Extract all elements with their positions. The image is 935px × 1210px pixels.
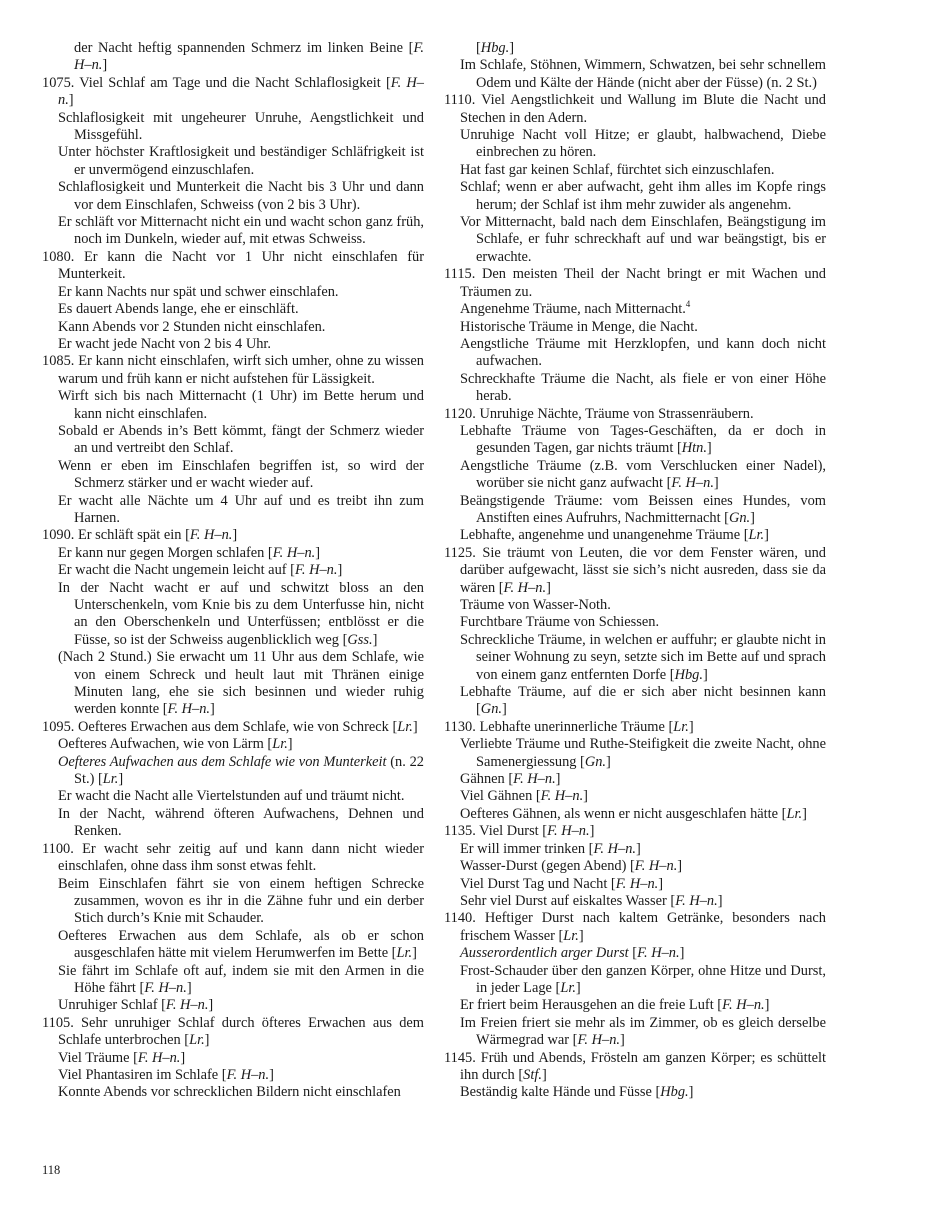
symptom-entry: Viel Durst Tag und Nacht [F. H–n.] [460, 875, 664, 892]
numbered-entry: 1090. Er schläft spät ein [F. H–n.] [42, 527, 238, 544]
symptom-entry: Im Freien friert sie mehr als im Zimmer, ob es gleich derselbe Wärmegrad war [F. H–n.] [460, 1014, 826, 1049]
symptom-entry: Gähnen [F. H–n.] [460, 771, 561, 788]
symptom-entry: Beim Einschlafen fährt sie von einem heftigen Schrecke zusammen, wovon es ihr in die Zähne fuhr und ein derber Stich durch’s Knie mit Schauder. [58, 875, 424, 927]
numbered-entry: 1140. Heftiger Durst nach kaltem Getränke, besonders nach frischem Wasser [Lr.] [444, 910, 826, 944]
symptom-entry: Lebhafte, angenehme und unangenehme Träume [Lr.] [460, 527, 769, 544]
symptom-entry: Es dauert Abends lange, ehe er einschläft. [58, 301, 299, 318]
numbered-entry: 1130. Lebhafte unerinnerliche Träume [Lr.] [444, 718, 694, 735]
symptom-entry: Schreckliche Träume, in welchen er auffuhr; er glaubte nicht in seiner Wohnung zu seyn, setzte sich im Bette auf und sprach von einem ganz entfernten Dorfe [Hbg.] [460, 631, 826, 683]
symptom-entry: Schlaf; wenn er aber aufwacht, geht ihm alles im Kopfe rings herum; der Schlaf ist ihm mehr zuwider als angenehm. [460, 179, 826, 213]
symptom-entry: [Hbg.] [476, 40, 514, 56]
numbered-entry: 1120. Unruhige Nächte, Träume von Strassenräubern. [444, 405, 754, 422]
numbered-entry: 1110. Viel Aengstlichkeit und Wallung im Blute die Nacht und Stechen in den Adern. [444, 92, 826, 126]
symptom-entry: Oefteres Gähnen, als wenn er nicht ausgeschlafen hätte [Lr.] [460, 805, 807, 822]
numbered-entry: 1085. Er kann nicht einschlafen, wirft sich umher, ohne zu wissen warum und früh kann er nicht aufstehen für Lässigkeit. [42, 353, 424, 387]
symptom-entry: Konnte Abends vor schrecklichen Bildern nicht einschlafen [58, 1084, 401, 1101]
symptom-entry: Er wacht die Nacht ungemein leicht auf [F. H–n.] [58, 562, 343, 579]
symptom-entry: Furchtbare Träume von Schiessen. [460, 614, 660, 631]
symptom-entry: Vor Mitternacht, bald nach dem Einschlafen, Beängstigung im Schlafe, er fuhr schreckhaft auf und war beängstigt, bis er erwachte. [460, 214, 826, 265]
right-column [444, 40, 826, 1102]
symptom-entry: Er will immer trinken [F. H–n.] [460, 840, 641, 857]
symptom-entry: Er friert beim Herausgehen an die freie Luft [F. H–n.] [460, 997, 770, 1014]
symptom-entry: In der Nacht wacht er auf und schwitzt bloss an den Unterschenkeln, vom Knie bis zu dem Unterfusse hin, nicht an den Oberschenkeln und Unterfüssen; entblösst er die Füsse, so ist der Schweiss augenblicklich weg [Gss.] [58, 579, 424, 648]
symptom-entry: Er wacht die Nacht alle Viertelstunden auf und träumt nicht. [58, 788, 405, 805]
symptom-entry: Kann Abends vor 2 Stunden nicht einschlafen. [58, 318, 326, 335]
numbered-entry: 1145. Früh und Abends, Frösteln am ganzen Körper; es schüttelt ihn durch [Stf.] [444, 1049, 826, 1083]
symptom-entry: Wenn er eben im Einschlafen begriffen ist, so wird der Schmerz stärker und er wacht wieder auf. [58, 457, 424, 492]
symptom-entry: Beängstigende Träume: vom Beissen eines Hundes, vom Anstiften eines Aufruhrs, Nachmitternacht [Gn.] [460, 492, 826, 526]
symptom-entry: Er kann Nachts nur spät und schwer einschlafen. [58, 283, 339, 300]
numbered-entry: 1115. Den meisten Theil der Nacht bringt er mit Wachen und Träumen zu. [444, 266, 826, 300]
symptom-entry: Lebhafte Träume von Tages-Geschäften, da er doch in gesunden Tagen, gar nichts träumt [Htn.] [460, 422, 826, 457]
symptom-entry: Viel Träume [F. H–n.] [58, 1049, 186, 1066]
numbered-entry: 1105. Sehr unruhiger Schlaf durch öfteres Erwachen aus dem Schlafe unterbrochen [Lr.] [42, 1014, 424, 1049]
symptom-entry: Verliebte Träume und Ruthe-Steifigkeit die zweite Nacht, ohne Samenergiessung [Gn.] [460, 736, 826, 770]
symptom-entry: Im Schlafe, Stöhnen, Wimmern, Schwatzen, bei sehr schnellem Odem und Kälte der Hände (nicht aber der Füsse) (n. 2 St.) [460, 57, 826, 91]
symptom-entry: Wasser-Durst (gegen Abend) [F. H–n.] [460, 858, 683, 875]
numbered-entry: 1075. Viel Schlaf am Tage und die Nacht Schlaflosigkeit [F. H–n.] [42, 74, 424, 109]
symptom-entry: Ausserordentlich arger Durst [F. H–n.] [460, 945, 685, 962]
symptom-entry: Er wacht alle Nächte um 4 Uhr auf und es treibt ihn zum Harnen. [58, 492, 424, 526]
numbered-entry: 1135. Viel Durst [F. H–n.] [444, 823, 595, 840]
symptom-entry: Schreckhafte Träume die Nacht, als fiele er von einer Höhe herab. [460, 370, 826, 405]
left-column [42, 40, 424, 1102]
symptom-entry: Frost-Schauder über den ganzen Körper, ohne Hitze und Durst, in jeder Lage [Lr.] [460, 962, 826, 996]
numbered-entry: 1100. Er wacht sehr zeitig auf und kann dann nicht wieder einschlafen, ohne dass ihm sonst etwas fehlt. [42, 840, 424, 875]
numbered-entry: 1095. Oefteres Erwachen aus dem Schlafe, wie von Schreck [Lr.] [42, 718, 418, 735]
symptom-entry: Er kann nur gegen Morgen schlafen [F. H–n.] [58, 544, 321, 561]
symptom-entry: Aengstliche Träume (z.B. vom Verschlucken einer Nadel), worüber sie nicht ganz aufwacht [F. H–n.] [460, 457, 826, 492]
numbered-entry: 1125. Sie träumt von Leuten, die vor dem Fenster wären, und darüber aufgewacht, lässt sie sich’s nicht ausreden, dass sie da wären [F. H–n.] [444, 544, 826, 596]
symptom-entry: Viel Phantasiren im Schlafe [F. H–n.] [58, 1066, 274, 1083]
symptom-entry: (Nach 2 Stund.) Sie erwacht um 11 Uhr aus dem Schlafe, wie von einem Schreck und heult laut mit Thränen einige Minuten lang, ehe sie sich besinnen und wieder ruhig werden konnte [F. H–n.] [58, 649, 424, 718]
symptom-entry: Wirft sich bis nach Mitternacht (1 Uhr) im Bette herum und kann nicht einschlafen. [58, 388, 424, 422]
page-number: 118 [42, 1163, 61, 1177]
symptom-entry: Träume von Wasser-Noth. [460, 597, 611, 613]
symptom-entry: Oefteres Aufwachen aus dem Schlafe wie von Munterkeit (n. 22 St.) [Lr.] [58, 753, 424, 788]
symptom-entry: Unruhiger Schlaf [F. H–n.] [58, 997, 214, 1014]
symptom-entry: Oefteres Aufwachen, wie von Lärm [Lr.] [58, 736, 293, 753]
symptom-entry: Oefteres Erwachen aus dem Schlafe, als ob er schon ausgeschlafen hätte mit vielem Herumwerfen im Bette [Lr.] [58, 927, 424, 962]
symptom-entry: Unruhige Nacht voll Hitze; er glaubt, halbwachend, Diebe einbrechen zu hören. [460, 127, 826, 161]
symptom-entry: In der Nacht, während öfteren Aufwachens, Dehnen und Renken. [58, 805, 424, 840]
symptom-entry: Schlaflosigkeit mit ungeheurer Unruhe, Aengstlichkeit und Missgefühl. [58, 109, 424, 144]
numbered-entry: 1080. Er kann die Nacht vor 1 Uhr nicht einschlafen für Munterkeit. [42, 248, 424, 283]
symptom-entry: Schlaflosigkeit und Munterkeit die Nacht bis 3 Uhr und dann vor dem Einschlafen, Schweiss (von 2 bis 3 Uhr). [58, 179, 424, 213]
symptom-entry: Sobald er Abends in’s Bett kömmt, fängt der Schmerz wieder an und vertreibt den Schlaf. [58, 422, 424, 457]
symptom-entry: Lebhafte Träume, auf die er sich aber nicht besinnen kann [Gn.] [460, 684, 826, 718]
symptom-entry: Angenehme Träume, nach Mitternacht.$^4$ [460, 299, 691, 318]
symptom-entry: Aengstliche Träume mit Herzklopfen, und kann doch nicht aufwachen. [460, 335, 826, 370]
symptom-entry: Sehr viel Durst auf eiskaltes Wasser [F. H–n.] [460, 892, 723, 909]
symptom-entry: Er wacht jede Nacht von 2 bis 4 Uhr. [58, 335, 272, 352]
symptom-entry: Er schläft vor Mitternacht nicht ein und wacht schon ganz früh, noch im Dunkeln, wieder auf, mit etwas Schweiss. [58, 214, 424, 248]
symptom-entry: Hat fast gar keinen Schlaf, fürchtet sich einzuschlafen. [460, 161, 775, 178]
symptom-entry: Unter höchster Kraftlosigkeit und beständiger Schläfrigkeit ist er unvermögend einzuschlafen. [58, 144, 424, 178]
symptom-entry: Viel Gähnen [F. H–n.] [460, 788, 588, 805]
symptom-entry: Sie fährt im Schlafe oft auf, indem sie mit den Armen in die Höhe fährt [F. H–n.] [58, 962, 424, 996]
symptom-entry: Historische Träume in Menge, die Nacht. [460, 318, 698, 335]
symptom-entry: Beständig kalte Hände und Füsse [Hbg.] [460, 1084, 694, 1101]
symptom-entry: der Nacht heftig spannenden Schmerz im linken Beine [F. H–n.] [74, 40, 424, 74]
